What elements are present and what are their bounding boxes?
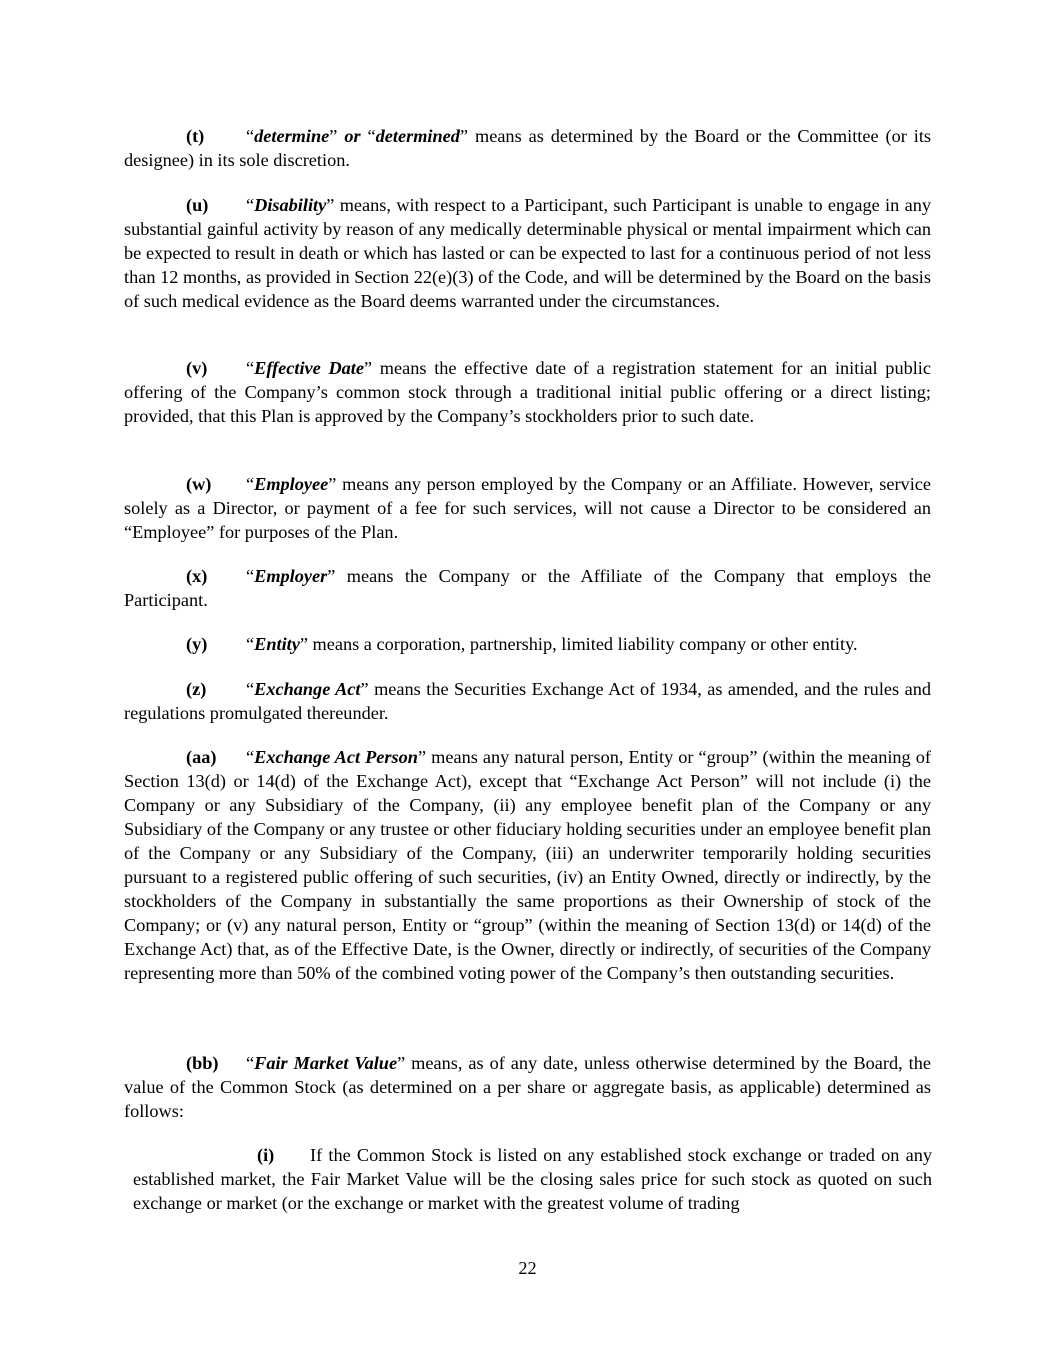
definition-bb: (bb) “Fair Market Value” means, as of any date, unless otherwise determined by the Board, the value of the Common Stock (as determined on a per share or aggregate basis, as applicable) determined as follows: xyxy=(124,1053,931,1121)
clause-label: (w) xyxy=(186,474,212,494)
clause-label: (aa) xyxy=(186,747,217,767)
definition-text: means as determined by the Board or the Committee (or its designee) in its sole discretion. xyxy=(124,126,932,170)
subclause-text: If the Common Stock is listed on any established stock exchange or traded on any established market, the Fair Market Value will be the closing sales price for such stock as quoted on such exchange or market (or the exchange or market with the greatest volume of trading xyxy=(133,1145,932,1213)
defined-term: Effective Date xyxy=(254,358,364,378)
clause-label: (u) xyxy=(186,195,209,215)
page-number: 22 xyxy=(518,1258,537,1278)
clause-label: (x) xyxy=(186,566,208,586)
defined-term: Entity xyxy=(254,634,300,654)
defined-term: Exchange Act xyxy=(254,679,361,699)
definition-text: means, with respect to a Participant, such Participant is unable to engage in any substantial gainful activity by reason of any medically determinable physical or mental impairment which can be expected to result in death or which has lasted or can be expected to last for a continuous period of not less than 12 months, as provided in Section 22(e)(3) of the Code, and will be determined by the Board on the basis of such medical evidence as the Board deems warranted under the circumstances. xyxy=(124,195,931,311)
clause-label: (i) xyxy=(257,1145,275,1165)
clause-label: (y) xyxy=(186,634,208,654)
definition-u: (u) “Disability” means, with respect to a Participant, such Participant is unable to engage in any substantial gainful activity by reason of any medically determinable physical or mental impairment which can be expected to result in death or which has lasted or can be expected to last for a continuous period of not less than 12 months, as provided in Section 22(e)(3) of the Code, and will be determined by the Board on the basis of such medical evidence as the Board deems warranted under the circumstances. xyxy=(124,195,931,311)
definition-x: (x) “Employer” means the Company or the Affiliate of the Company that employs the Participant. xyxy=(124,566,931,610)
definition-aa: (aa) “Exchange Act Person” means any natural person, Entity or “group” (within the meaning of Section 13(d) or 14(d) of the Exchange Act), except that “Exchange Act Person” will not include (i) the Company or any Subsidiary of the Company, (ii) any employee benefit plan of the Company or any Subsidiary of the Company or any trustee or other fiduciary holding securities under an employee benefit plan of the Company or any Subsidiary of the Company, (iii) an underwriter temporarily holding securities pursuant to a registered public offering of such securities, (iv) an Entity Owned, directly or indirectly, by the stockholders of the Company in substantially the same proportions as their Ownership of stock of the Company; or (v) any natural person, Entity or “group” (within the meaning of Section 13(d) or 14(d) of the Exchange Act) that, as of the Effective Date, is the Owner, directly or indirectly, of securities of the Company representing more than 50% of the combined voting power of the Company’s then outstanding securities. xyxy=(124,747,931,983)
defined-term: determine xyxy=(254,126,330,146)
definition-text: means the Company or the Affiliate of the Company that employs the Participant. xyxy=(124,566,931,610)
defined-term: Disability xyxy=(254,195,327,215)
definition-t: (t) “determine” or “determined” means as determined by the Board or the Committee (or its designee) in its sole discretion. xyxy=(124,126,932,170)
definition-text: means, as of any date, unless otherwise determined by the Board, the value of the Common Stock (as determined on a per share or aggregate basis, as applicable) determined as follows: xyxy=(124,1053,931,1121)
definition-w: (w) “Employee” means any person employed by the Company or an Affiliate. However, service solely as a Director, or payment of a fee for such services, will not cause a Director to be considered an “Employee” for purposes of the Plan. xyxy=(124,474,931,542)
definition-text: means the Securities Exchange Act of 1934, as amended, and the rules and regulations promulgated thereunder. xyxy=(124,679,931,723)
clause-label: (t) xyxy=(186,126,205,146)
definition-text: means the effective date of a registration statement for an initial public offering of the Company’s common stock through a traditional initial public offering or a direct listing; provided, that this Plan is approved by the Company’s stockholders prior to such date. xyxy=(124,358,931,426)
defined-term: Exchange Act Person xyxy=(254,747,418,767)
subclause-bb-i xyxy=(133,1143,932,1215)
definition-text: means a corporation, partnership, limited liability company or other entity. xyxy=(307,634,858,654)
defined-term: Employee xyxy=(254,474,329,494)
definition-z: (z) “Exchange Act” means the Securities Exchange Act of 1934, as amended, and the rules and regulations promulgated thereunder. xyxy=(124,679,931,723)
clause-label: (z) xyxy=(186,679,207,699)
defined-term: Fair Market Value xyxy=(254,1053,398,1073)
definition-text: means any person employed by the Company or an Affiliate. However, service solely as a Director, or payment of a fee for such services, will not cause a Director to be considered an “Employee” for purposes of the Plan. xyxy=(124,474,931,542)
definition-v: (v) “Effective Date” means the effective date of a registration statement for an initial public offering of the Company’s common stock through a traditional initial public offering or a direct listing; provided, that this Plan is approved by the Company’s stockholders prior to such date. xyxy=(124,358,931,426)
clause-label: (bb) xyxy=(186,1053,219,1073)
defined-term: Employer xyxy=(254,566,328,586)
definition-y: (y) “Entity” means a corporation, partnership, limited liability company or other entity. xyxy=(186,634,858,654)
defined-term: determined xyxy=(375,126,460,146)
clause-label: (v) xyxy=(186,358,208,378)
definition-text: means any natural person, Entity or “group” (within the meaning of Section 13(d) or 14(d) of the Exchange Act), except that “Exchange Act Person” will not include (i) the Company or any Subsidiary of the Company, (ii) any employee benefit plan of the Company or any Subsidiary of the Company or any trustee or other fiduciary holding securities under an employee benefit plan of the Company or any Subsidiary of the Company, (iii) an underwriter temporarily holding securities pursuant to a registered public offering of such securities, (iv) an Entity Owned, directly or indirectly, by the stockholders of the Company in substantially the same proportions as their Ownership of stock of the Company; or (v) any natural person, Entity or “group” (within the meaning of Section 13(d) or 14(d) of the Exchange Act) that, as of the Effective Date, is the Owner, directly or indirectly, of securities of the Company representing more than 50% of the combined voting power of the Company’s then outstanding securities. xyxy=(124,747,931,983)
